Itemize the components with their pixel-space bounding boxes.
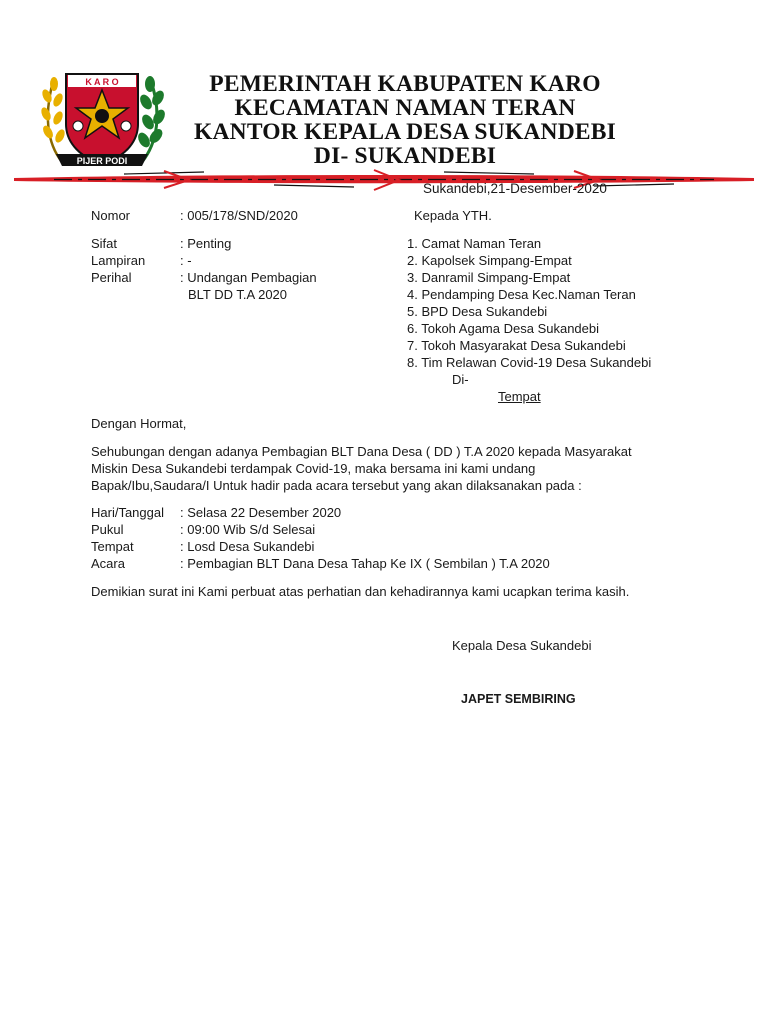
paragraph-line: Sehubungan dengan adanya Pembagian BLT Dana Desa ( DD ) T.A 2020 kepada Masyarakat — [91, 444, 632, 459]
letterhead-line-4: DI- SUKANDEBI — [313, 143, 497, 169]
leaf-branch-icon — [136, 76, 166, 162]
letterhead-title — [170, 72, 640, 168]
list-item: 6. Tokoh Agama Desa Sukandebi — [407, 321, 600, 336]
detail-label: Tempat — [91, 539, 134, 554]
list-item: 5. BPD Desa Sukandebi — [407, 304, 548, 319]
svg-text:K A R O: K A R O — [85, 77, 119, 87]
list-item: 7. Tokoh Masyarakat Desa Sukandebi — [407, 338, 626, 353]
perihal-value: : Undangan Pembagian — [180, 270, 317, 285]
lampiran-value: : - — [180, 253, 192, 268]
nomor-value: : 005/178/SND/2020 — [180, 208, 298, 223]
sifat-label: Sifat — [91, 236, 118, 251]
list-item: 1. Camat Naman Teran — [407, 236, 542, 251]
karo-regency-emblem — [38, 62, 166, 174]
list-item: 8. Tim Relawan Covid-19 Desa Sukandebi — [407, 355, 652, 370]
list-item: 3. Danramil Simpang-Empat — [407, 270, 571, 285]
detail-value: : Pembagian BLT Dana Desa Tahap Ke IX ( Sembilan ) T.A 2020 — [180, 556, 550, 571]
signatory-name: JAPET SEMBIRING — [461, 692, 576, 706]
detail-value: : Losd Desa Sukandebi — [180, 539, 315, 554]
recipient-tempat: Tempat — [498, 389, 541, 404]
nomor-label: Nomor — [91, 208, 131, 223]
paragraph-line: Miskin Desa Sukandebi terdampak Covid-19, maka bersama ini kami undang — [91, 461, 536, 476]
detail-label: Acara — [91, 556, 125, 571]
letterhead-line-3: KANTOR KEPALA DESA SUKANDEBI — [194, 119, 616, 145]
letterhead-line-2: KECAMATAN NAMAN TERAN — [234, 95, 576, 121]
sifat-value: : Penting — [180, 236, 232, 251]
paragraph-line: Bapak/Ibu,Saudara/I Untuk hadir pada acara tersebut yang akan dilaksanakan pada : — [91, 478, 582, 493]
salutation: Dengan Hormat, — [91, 416, 187, 431]
detail-label: Pukul — [91, 522, 124, 537]
place-date: Sukandebi,21-Desember-2020 — [423, 181, 607, 196]
detail-value: : 09:00 Wib S/d Selesai — [180, 522, 316, 537]
svg-text:PIJER PODI: PIJER PODI — [76, 156, 128, 166]
closing-sentence: Demikian surat ini Kami perbuat atas perhatian dan kehadirannya kami ucapkan terima kasih. — [91, 584, 630, 599]
letterhead-line-1: PEMERINTAH KABUPATEN KARO — [209, 71, 601, 97]
signatory-title: Kepala Desa Sukandebi — [452, 638, 592, 653]
perihal-value-continued: BLT DD T.A 2020 — [188, 287, 288, 302]
lampiran-label: Lampiran — [91, 253, 146, 268]
detail-label: Hari/Tanggal — [91, 505, 164, 520]
rice-stalk-icon — [39, 77, 66, 162]
list-item: 4. Pendamping Desa Kec.Naman Teran — [407, 287, 636, 302]
list-item: 2. Kapolsek Simpang-Empat — [407, 253, 572, 268]
recipients-heading: Kepada YTH. — [414, 208, 492, 223]
recipient-di: Di- — [452, 372, 469, 387]
perihal-label: Perihal — [91, 270, 132, 285]
detail-value: : Selasa 22 Desember 2020 — [180, 505, 342, 520]
ornamental-divider — [14, 168, 754, 194]
